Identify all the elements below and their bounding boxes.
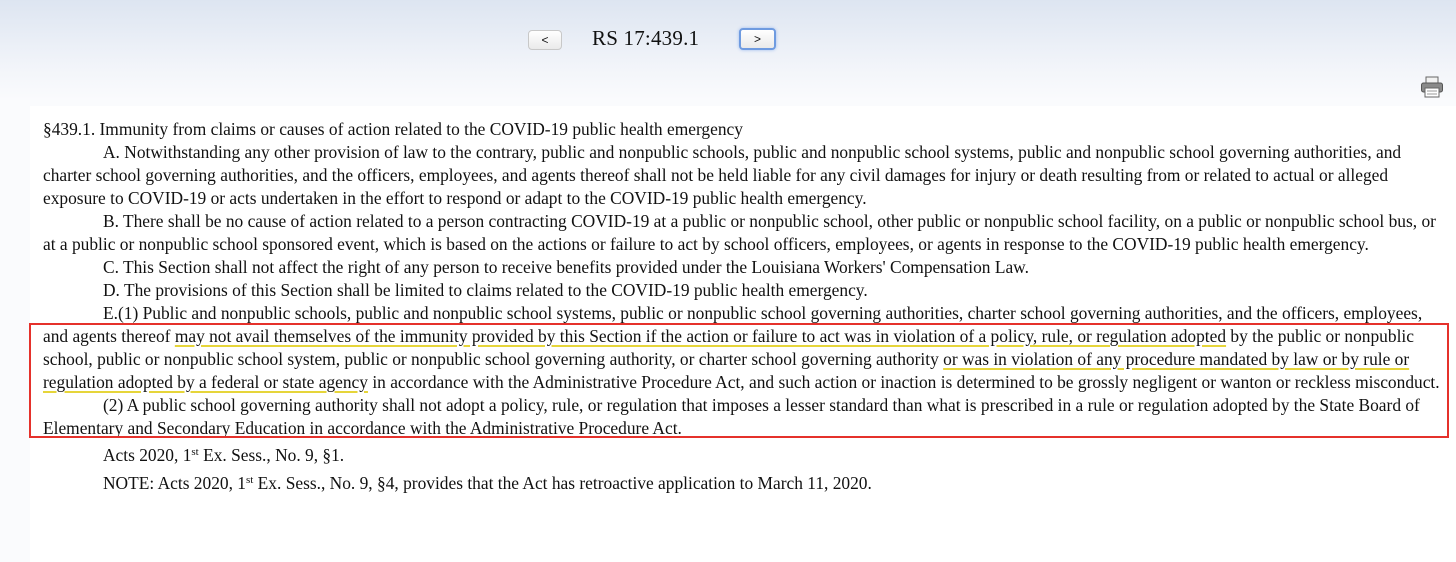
section-heading: §439.1. Immunity from claims or causes of action related to the COVID-19 public health emergency — [43, 119, 743, 139]
printer-icon[interactable] — [1420, 76, 1444, 98]
statute-title: RS 17:439.1 — [592, 26, 700, 50]
paragraph-e1-text: in accordance with the Administrative Procedure Act, and such action or inaction is determined to be grossly negligent or wanton or reckless misconduct. — [367, 372, 1440, 392]
note-part: NOTE: Acts 2020, 1 — [103, 473, 246, 493]
statute-text — [43, 118, 1449, 495]
paragraph-e1 — [43, 302, 1449, 394]
paragraph-e1-text: E.(1) Public and nonpublic schools, public and nonpublic school systems, public or nonpublic school governing authorities, charter school governing authorities, and the officers, employees, and agents thereof — [43, 303, 1423, 346]
note-text — [43, 472, 1449, 495]
section-navigation — [0, 22, 1456, 58]
underlined-phrase: may not avail themselves of the immunity provided by this Section if the action or failure to act was in violation of a policy, rule, or regulation adopted — [174, 326, 1227, 346]
underlined-phrase: or was in violation of any procedure mandated by law or by rule or regulation adopted by a federal or state agency — [43, 349, 1410, 392]
previous-section-button[interactable]: < — [528, 30, 562, 50]
acts-citation — [43, 444, 1449, 467]
paragraph-e2: (2) A public school governing authority shall not adopt a policy, rule, or regulation that imposes a lesser standard than what is prescribed in a rule or regulation adopted by the State Board of Elementary and Secondary Education in accordance with the Administrative Procedure Act. — [43, 395, 1420, 438]
note-part: Ex. Sess., No. 9, §4, provides that the Act has retroactive application to March 11, 2020. — [253, 473, 872, 493]
document-panel — [30, 106, 1456, 562]
superscript: st — [191, 446, 199, 458]
next-section-button[interactable]: > — [739, 28, 776, 50]
superscript: st — [245, 474, 254, 486]
paragraph-d: D. The provisions of this Section shall be limited to claims related to the COVID-19 public health emergency. — [103, 280, 868, 300]
paragraph-a: A. Notwithstanding any other provision of law to the contrary, public and nonpublic schools, public and nonpublic school systems, public and nonpublic school governing authorities, and charter school governing authorities, and the officers, employees, and agents thereof shall not be held liable for any civil damages for injury or death resulting from or related to actual or alleged exposure to COVID-19 or acts undertaken in the effort to respond or adapt to the COVID-19 public health emergency. — [43, 142, 1402, 208]
paragraph-e1-text: by the public or nonpublic school, public or nonpublic school system, public or nonpublic school governing authority, or charter school governing authority — [43, 326, 1414, 369]
acts-text: Acts 2020, 1 — [103, 445, 192, 465]
paragraph-b: B. There shall be no cause of action related to a person contracting COVID-19 at a public or nonpublic school, other public or nonpublic school facility, on a public or nonpublic school bus, or at a public or nonpublic school sponsored event, which is based on the actions or failure to act by school officers, employees, or agents in response to the COVID-19 public health emergency. — [43, 211, 1436, 254]
paragraph-c: C. This Section shall not affect the right of any person to receive benefits provided under the Louisiana Workers' Compensation Law. — [103, 257, 1029, 277]
acts-text: Ex. Sess., No. 9, §1. — [198, 445, 345, 465]
